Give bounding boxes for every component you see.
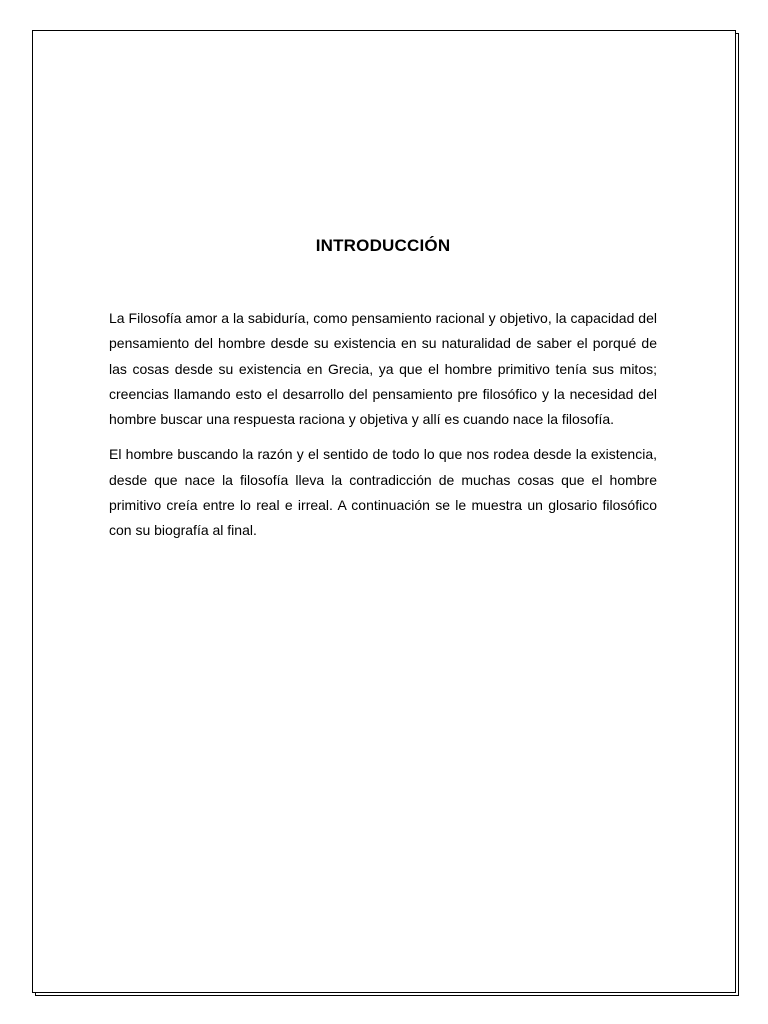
intro-paragraph-1: La Filosofía amor a la sabiduría, como pensamiento racional y objetivo, la capacidad del pensamiento del hombre desde su existencia en su naturalidad de saber el porqué de las cosas desde su existencia en Grecia, ya que el hombre primitivo tenía sus mitos; creencias llamando esto el desarrollo del pensamiento pre filosófico y la necesidad del hombre buscar una respuesta raciona y objetiva y allí es cuando nace la filosofía. bbox=[109, 310, 657, 428]
document-body bbox=[109, 236, 657, 554]
document-title: INTRODUCCIÓN bbox=[315, 236, 451, 255]
intro-paragraph-2: El hombre buscando la razón y el sentido de todo lo que nos rodea desde la existencia, desde que nace la filosofía lleva la contradicción de muchas cosas que el hombre primitivo creía entre lo real e irreal. A continuación se le muestra un glosario filosófico con su biografía al final. bbox=[109, 446, 657, 539]
